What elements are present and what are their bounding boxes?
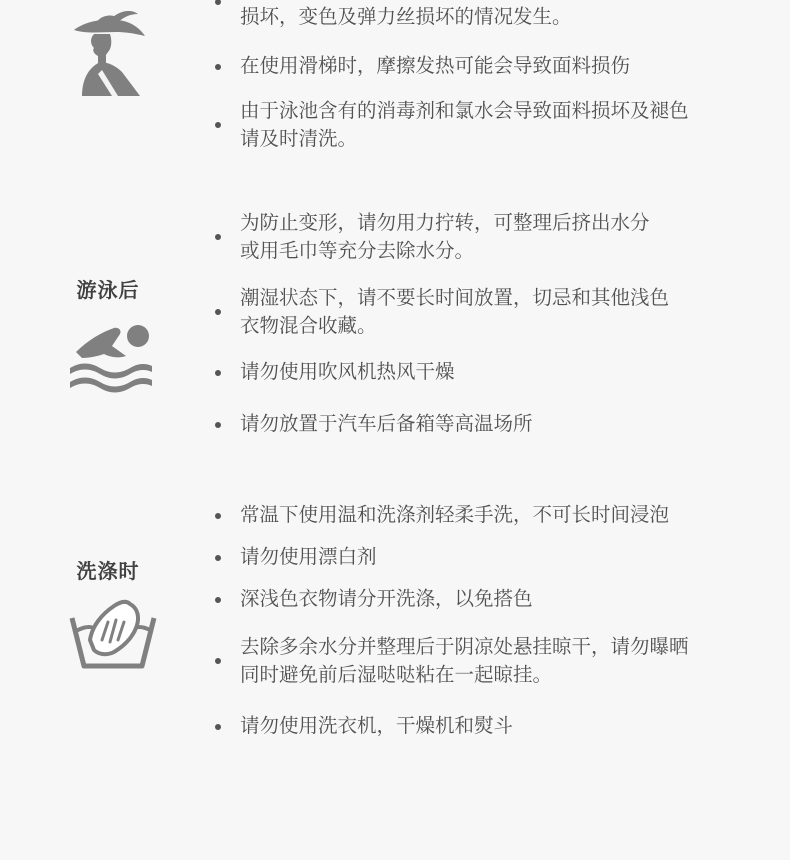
- bullet-icon: [215, 234, 221, 240]
- list-item: [215, 501, 775, 529]
- list-item: [215, 585, 775, 613]
- list-item-text: 潮湿状态下，请不要长时间放置，切忌和其他浅色 衣物混合收藏。: [240, 286, 670, 337]
- list-item-text: 常温下使用温和洗涤剂轻柔手洗，不可长时间浸泡: [240, 503, 670, 526]
- list-item: [215, 712, 775, 740]
- hand-wash-basin-icon: [68, 596, 158, 670]
- list-item: [215, 52, 775, 80]
- bullet-icon: [215, 309, 221, 315]
- list-item-text: 请勿使用洗衣机，干燥机和熨斗: [240, 714, 514, 737]
- list-item-text: 深浅色衣物请分开洗涤，以免搭色: [240, 587, 533, 610]
- list-item-text: 在使用滑梯时，摩擦发热可能会导致面料损伤: [240, 54, 631, 77]
- list-item-text: 请勿放置于汽车后备箱等高温场所: [240, 412, 533, 435]
- list-item-text: 请勿使用漂白剂: [240, 545, 377, 568]
- list-item: [215, 543, 775, 571]
- section-title-after-swim: 游泳后: [76, 278, 140, 302]
- list-item: [215, 97, 775, 153]
- bullet-icon: [215, 64, 221, 70]
- list-item-text: 请勿使用吹风机热风干燥: [240, 360, 455, 383]
- list-item-text: 去除多余水分并整理后于阴凉处悬挂晾干，请勿曝晒 同时避免前后湿哒哒粘在一起晾挂。: [240, 635, 689, 686]
- list-item: [215, 410, 775, 438]
- lady-with-hat-icon: [72, 10, 148, 98]
- bullet-icon: [215, 370, 221, 376]
- bullet-icon: [215, 658, 221, 664]
- list-item: [215, 633, 775, 689]
- list-item: [215, 284, 775, 340]
- bullet-icon: [215, 513, 221, 519]
- list-item-text: 损坏，变色及弹力丝损坏的情况发生。: [240, 5, 572, 28]
- bullet-icon: [215, 724, 221, 730]
- list-item-text: 由于泳池含有的消毒剂和氯水会导致面料损坏及褪色 请及时清洗。: [240, 99, 689, 150]
- swimmer-icon: [68, 322, 154, 394]
- bullet-icon: [215, 597, 221, 603]
- list-item: [215, 3, 775, 31]
- list-item: [215, 358, 775, 386]
- bullet-icon: [215, 122, 221, 128]
- section-title-washing: 洗涤时: [76, 559, 140, 583]
- bullet-icon: [215, 0, 221, 5]
- bullet-icon: [215, 555, 221, 561]
- bullet-icon: [215, 422, 221, 428]
- list-item: [215, 209, 775, 265]
- list-item-text: 为防止变形，请勿用力拧转，可整理后挤出水分 或用毛巾等充分去除水分。: [240, 211, 650, 262]
